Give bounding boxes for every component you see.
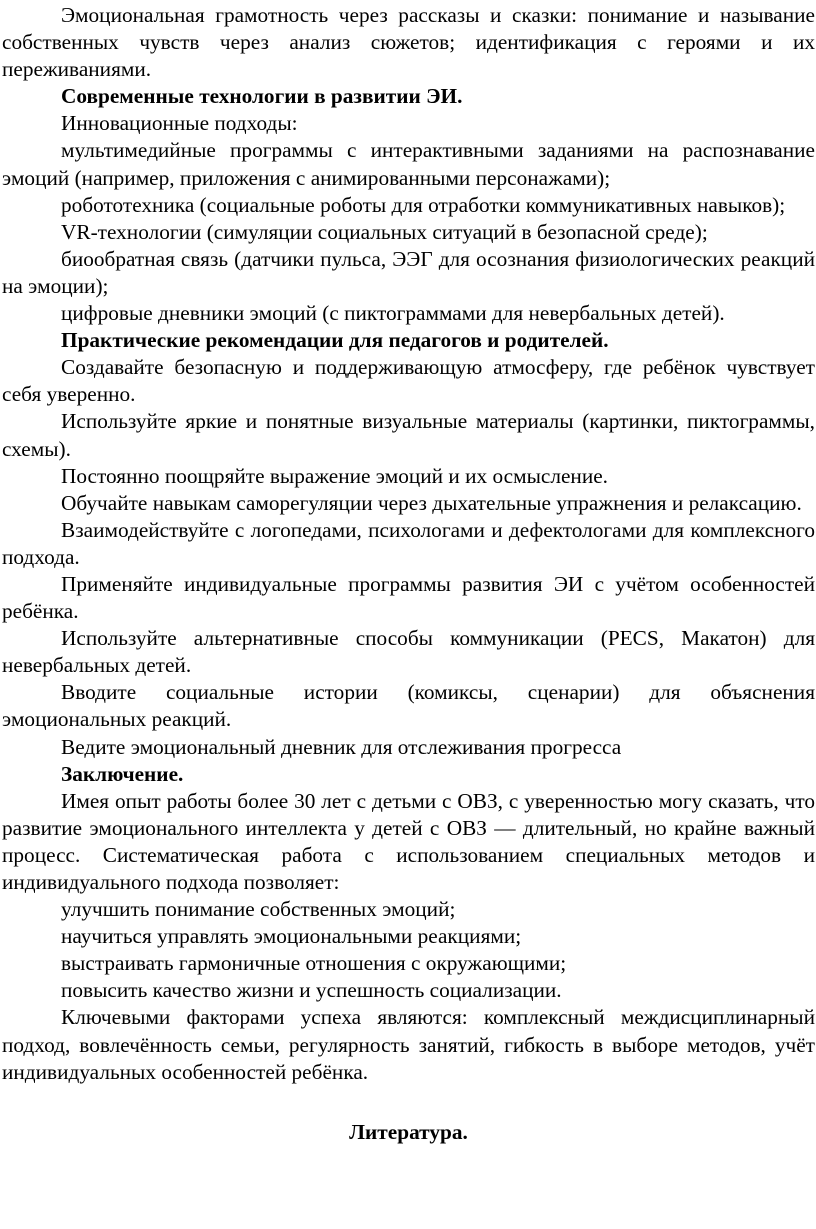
list-item-digital-diaries: цифровые дневники эмоций (с пиктограммами для невербальных детей).: [61, 301, 725, 326]
recommendation-alternative-communication: Используйте альтернативные способы коммуникации (PECS, Макатон) для невербальных детей.: [2, 626, 815, 678]
recommendation-specialists: Взаимодействуйте с логопедами, психологами и дефектологами для комплексного подхода.: [2, 517, 815, 569]
recommendation-visual-materials: Используйте яркие и понятные визуальные материалы (картинки, пиктограммы, схемы).: [2, 409, 815, 461]
heading-literature: Литература.: [349, 1119, 468, 1144]
paragraph-innovative-approaches: Инновационные подходы:: [61, 111, 298, 136]
list-item-vr: VR-технологии (симуляции социальных ситуаций в безопасной среде);: [61, 219, 708, 244]
recommendation-self-regulation: Обучайте навыкам саморегуляции через дыхательные упражнения и релаксацию.: [61, 490, 802, 515]
list-item-understanding: улучшить понимание собственных эмоций;: [61, 897, 456, 922]
heading-modern-technologies: Современные технологии в развитии ЭИ.: [61, 84, 463, 109]
recommendation-safe-atmosphere: Создавайте безопасную и поддерживающую атмосферу, где ребёнок чувствует себя уверенно.: [2, 355, 815, 407]
heading-conclusion: Заключение.: [61, 761, 184, 786]
spacer: [2, 1086, 815, 1119]
recommendation-social-stories: Вводите социальные истории (комиксы, сценарии) для объяснения эмоциональных реакций.: [2, 680, 815, 732]
paragraph-key-factors: Ключевыми факторами успеха являются: комплексный междисциплинарный подход, вовлечённость семьи, регулярность занятий, гибкость в выборе методов, учёт индивидуальных особенностей ребёнка.: [2, 1005, 815, 1084]
paragraph-emotional-literacy: Эмоциональная грамотность через рассказы и сказки: понимание и называние собственных чувств через анализ сюжетов; идентификация с героями и их переживаниями.: [2, 3, 815, 82]
list-item-multimedia: мультимедийные программы с интерактивными заданиями на распознавание эмоций (например, приложения с анимированными персонажами);: [2, 138, 815, 190]
list-item-relationships: выстраивать гармоничные отношения с окружающими;: [61, 951, 567, 976]
recommendation-emotional-diary: Ведите эмоциональный дневник для отслеживания прогресса: [61, 734, 622, 759]
paragraph-conclusion: Имея опыт работы более 30 лет с детьми с ОВЗ, с уверенностью могу сказать, что развитие эмоционального интеллекта у детей с ОВЗ — длительный, но крайне важный процесс. Систематическая работа с использованием специальных методов и индивидуального подхода позволяет:: [2, 788, 815, 894]
list-item-robotics: робототехника (социальные роботы для отработки коммуникативных навыков);: [61, 192, 786, 217]
recommendation-individual-programs: Применяйте индивидуальные программы развития ЭИ с учётом особенностей ребёнка.: [2, 571, 815, 624]
heading-practical-recommendations: Практические рекомендации для педагогов и родителей.: [61, 328, 609, 353]
list-item-biofeedback: биообратная связь (датчики пульса, ЭЭГ для осознания физиологических реакций на эмоции);: [2, 246, 815, 298]
recommendation-encourage-expression: Постоянно поощряйте выражение эмоций и их осмысление.: [61, 463, 608, 488]
list-item-managing: научиться управлять эмоциональными реакциями;: [61, 924, 522, 949]
list-item-quality-of-life: повысить качество жизни и успешность социализации.: [61, 978, 562, 1003]
